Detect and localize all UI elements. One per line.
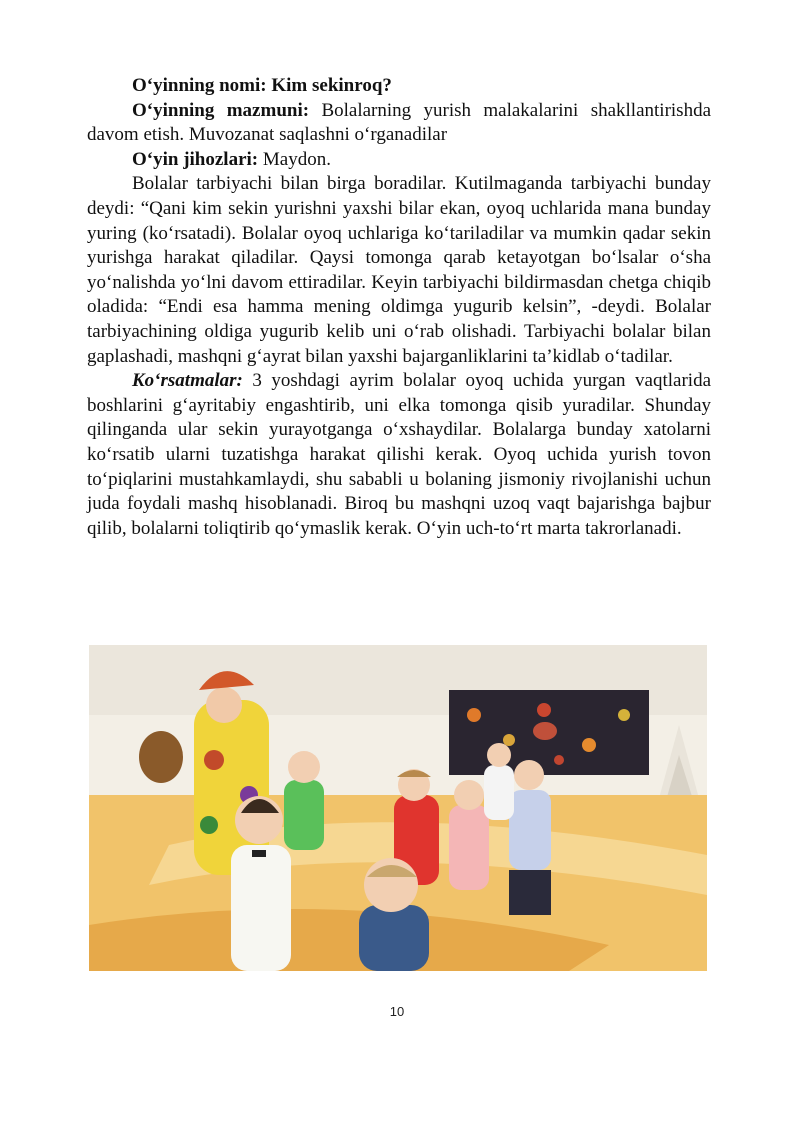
child-1 — [284, 751, 324, 850]
page-number: 10 — [389, 1004, 405, 1019]
game-title-value: Kim sekinroq? — [271, 75, 392, 96]
equipment-line — [87, 148, 711, 173]
children-game-photo — [89, 645, 707, 971]
instructions-paragraph — [87, 369, 711, 541]
description-paragraph: Bolalar tarbiyachi bilan birga boradilar. Kutilmaganda tarbiyachi bunday deydi: “Qani kim sekin yurishni yaxshi bilar ekan, oyoq uchlarida mana bunday yuring (ko‘rsatadi). Bolalar oyoq uchlariga ko‘tariladilar va mumkin qadar sekin yurishga harakat qiladilar. Qaysi tomonga qarab ketayotgan bo‘lsalar o‘sha yo‘nalishda yo‘lni davom ettiradilar. Keyin tarbiyachi bildirmasdan chetga chiqib oladida: “Endi esa hamma mening oldimga yugurib kelsin”, -deydi. Bolalar tarbiyachining oldiga yugurib kelib uni o‘rab olishadi. Tarbiyachi bolalar bilan gaplashadi, mashqni g‘ayrat bilan yaxshi bajarganliklarini ta’kidlab o‘tadilar. — [87, 173, 711, 367]
game-title-line — [87, 74, 711, 99]
content-value: Bolalarning yurish malakalarini shakllantirishda davom etish. Muvozanat saqlashni o‘rganadilar — [87, 99, 711, 146]
instructions-label: Ko‘rsatmalar: — [132, 370, 243, 392]
game-content-line — [87, 99, 711, 148]
child-4 — [449, 780, 489, 890]
child-6 — [484, 743, 514, 820]
game-title-label: O‘yinning nomi: — [132, 75, 267, 96]
content-label: O‘yinning mazmuni: — [132, 99, 310, 121]
child-2 — [231, 796, 291, 971]
document-body — [87, 74, 711, 541]
equipment-label: O‘yin jihozlari: — [132, 148, 259, 170]
equipment-value: Maydon. — [262, 148, 331, 170]
instructions-value: 3 yoshdagi ayrim bolalar oyoq uchida yurgan vaqtlarida boshlarini g‘ayritabiy engashtirib, uni elka tomonga qisib yuradilar. Shunday qilinganda ular sekin yurayotganga o‘xshaydilar. Bolalarga bunday xatolarni ko‘rsatib ularni tuzatishga harakat qilishi kerak. Oyoq uchida yurish tovon to‘piqlarini mustahkamlaydi, shu sababli u bolaning jismoniy rivojlanishi uchun juda foydali mashq hisoblanadi. Biroq bu mashqni uzoq vaqt bajarishga bajbur qilib, bolalarni toliqtirib qo‘ymaslik kerak. O‘yin uch-to‘rt marta takrorlanadi. — [87, 370, 712, 539]
